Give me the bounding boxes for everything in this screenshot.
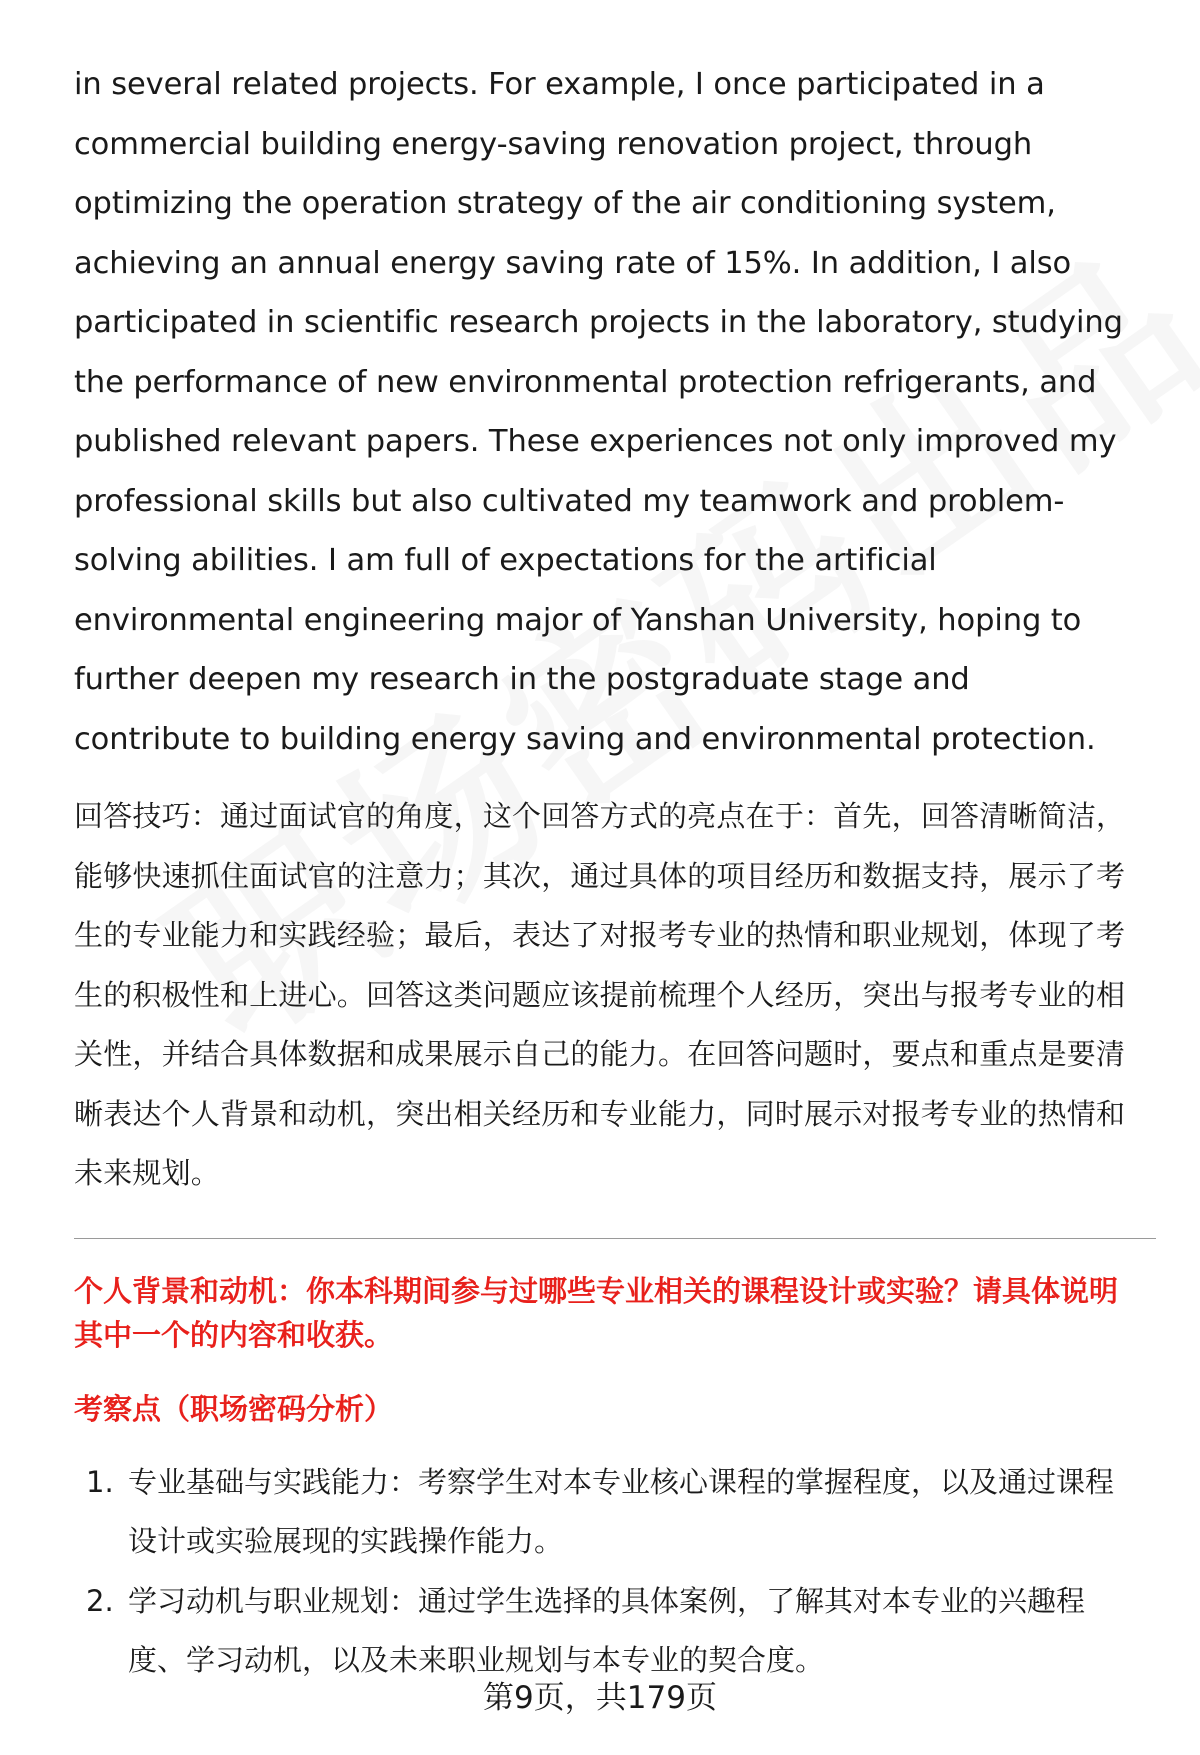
assessment-points-list	[74, 1453, 1126, 1691]
answer-tip-text: 通过面试官的角度，这个回答方式的亮点在于：首先，回答清晰简洁，能够快速抓住面试官的注意力；其次，通过具体的项目经历和数据支持，展示了考生的专业能力和实践经验；最后，表达了对报考专业的热情和职业规划，体现了考生的积极性和上进心。回答这类问题应该提前梳理个人经历，突出与报考专业的相关性，并结合具体数据和成果展示自己的能力。在回答问题时，要点和重点是要清晰表达个人背景和动机，突出相关经历和专业能力，同时展示对报考专业的热情和未来规划。	[74, 799, 1126, 1190]
list-item-number: 2.	[86, 1583, 114, 1618]
assessment-subheading: 考察点（职场密码分析）	[74, 1391, 394, 1426]
section-divider	[74, 1238, 1156, 1239]
list-item	[74, 1453, 1126, 1572]
list-item-text: 学习动机与职业规划：通过学生选择的具体案例，了解其对本专业的兴趣程度、学习动机，以及未来职业规划与本专业的契合度。	[128, 1583, 1086, 1677]
answer-tip-label: 回答技巧：	[74, 799, 221, 833]
list-item	[74, 1572, 1126, 1691]
list-item-text: 专业基础与实践能力：考察学生对本专业核心课程的掌握程度，以及通过课程设计或实验展现的实践操作能力。	[128, 1464, 1115, 1558]
body-paragraph: in several related projects. For example, I once participated in a commercial building energy-saving renovation project, through optimizing the operation strategy of the air conditioning system, achieving an annual energy saving rate of 15%. In addition, I also participated in scientific research projects in the laboratory, studying the performance of new environmental protection refrigerants, and published relevant papers. These experiences not only improved my professional skills but also cultivated my teamwork and problem-solving abilities. I am full of expectations for the artificial environmental engineering major of Yanshan University, hoping to further deepen my research in the postgraduate stage and contribute to building energy saving and environmental protection.	[74, 67, 1123, 757]
list-item-number: 1.	[86, 1464, 114, 1499]
question-heading: 个人背景和动机：你本科期间参与过哪些专业相关的课程设计或实验？请具体说明其中一个的内容和收获。	[74, 1273, 1119, 1352]
document-page	[74, 55, 1126, 1691]
answer-tip	[74, 787, 1126, 1204]
page-number-footer: 第9页，共179页	[483, 1680, 717, 1716]
